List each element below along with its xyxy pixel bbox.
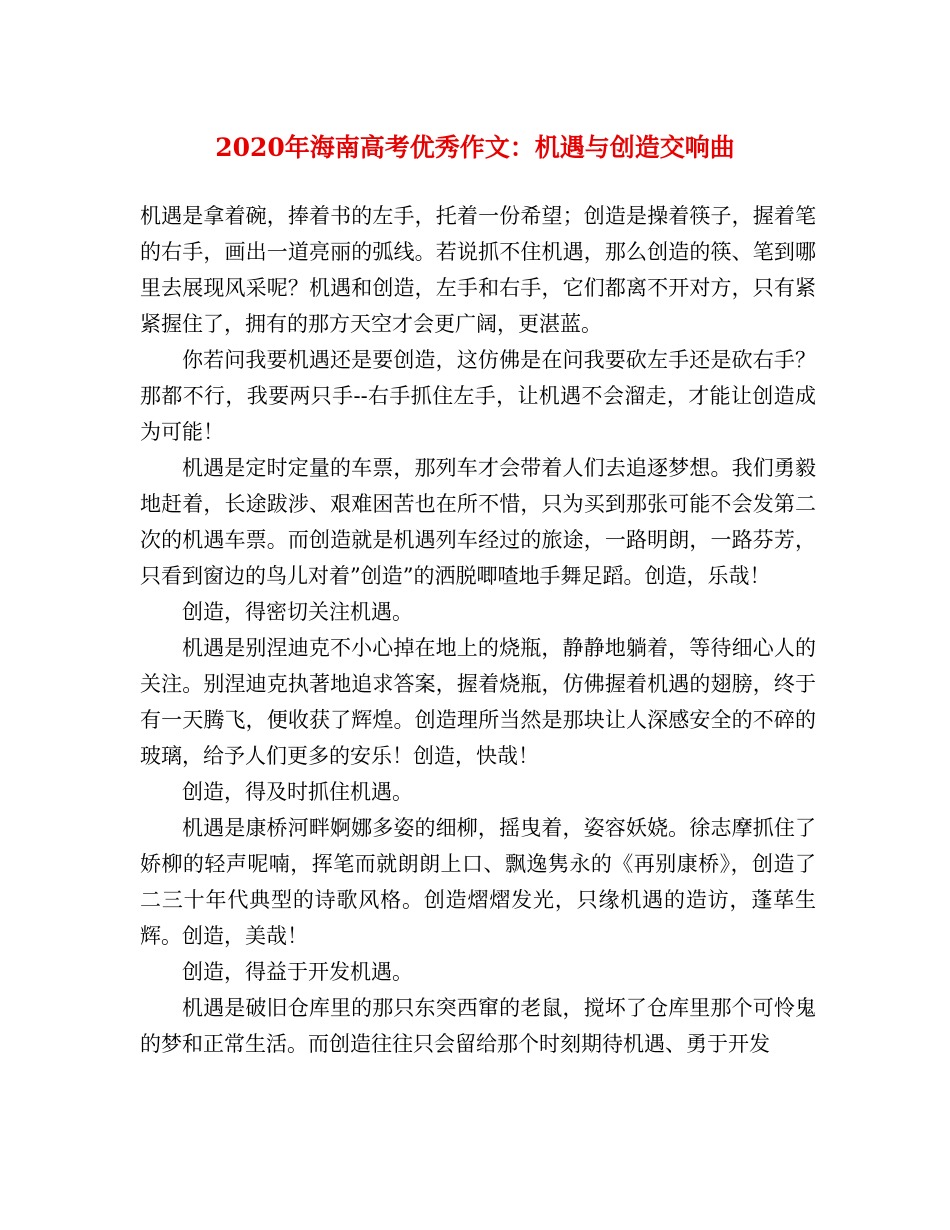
paragraph-5: 机遇是别涅迪克不小心掉在地上的烧瓶，静静地躺着，等待细心人的关注。别涅迪克执著地追求答案，握着烧瓶，仿佛握着机遇的翅膀，终于有一天腾飞，便收获了辉煌。创造理所当然是那块让人深感安全的不碎的玻璃，给予人们更多的安乐！创造，快哉！ <box>140 636 816 768</box>
paragraph-1: 机遇是拿着碗，捧着书的左手，托着一份希望；创造是操着筷子，握着笔的右手，画出一道亮丽的弧线。若说抓不住机遇，那么创造的筷、笔到哪里去展现风采呢？机遇和创造，左手和右手，它们都离不开对方，只有紧紧握住了，拥有的那方天空才会更广阔，更湛蓝。 <box>140 204 816 336</box>
paragraph-9: 机遇是破旧仓库里的那只东突西窜的老鼠，搅坏了仓库里那个可怜鬼的梦和正常生活。而创造往往只会留给那个时刻期待机遇、勇于开发 <box>140 996 816 1056</box>
document-body <box>140 198 816 1062</box>
paragraph-7: 机遇是康桥河畔婀娜多姿的细柳，摇曳着，姿容妖娆。徐志摩抓住了娇柳的轻声呢喃，挥笔而就朗朗上口、飘逸隽永的《再别康桥》，创造了二三十年代典型的诗歌风格。创造熠熠发光，只缘机遇的造访，蓬荜生辉。创造，美哉！ <box>140 816 816 948</box>
document-title: 2020年海南高考优秀作文：机遇与创造交响曲 <box>215 133 735 162</box>
paragraph-6: 创造，得及时抓住机遇。 <box>182 780 413 804</box>
paragraph-4: 创造，得密切关注机遇。 <box>182 600 413 624</box>
paragraph-8: 创造，得益于开发机遇。 <box>182 960 413 984</box>
paragraph-2: 你若问我要机遇还是要创造，这仿佛是在问我要砍左手还是砍右手？那都不行，我要两只手--右手抓住左手，让机遇不会溜走，才能让创造成为可能！ <box>140 348 816 444</box>
paragraph-3: 机遇是定时定量的车票，那列车才会带着人们去追逐梦想。我们勇毅地赶着，长途跋涉、艰难困苦也在所不惜，只为买到那张可能不会发第二次的机遇车票。而创造就是机遇列车经过的旅途，一路明朗，一路芬芳，只看到窗边的鸟儿对着”创造”的洒脱唧喳地手舞足蹈。创造，乐哉！ <box>140 456 816 588</box>
